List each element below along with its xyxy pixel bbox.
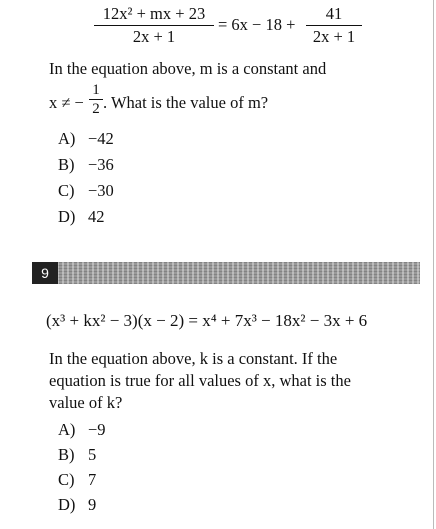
q8-neg-half-denominator: 2 xyxy=(92,101,100,117)
q8-choice-a[interactable] xyxy=(58,129,114,149)
choice-letter: D) xyxy=(58,207,76,226)
q8-lhs-fraction xyxy=(94,4,214,47)
q9-prompt-line1: In the equation above, k is a constant. If the xyxy=(49,349,338,368)
q8-prompt-line2 xyxy=(49,84,429,124)
choice-value: −9 xyxy=(88,420,106,439)
q9-choice-a[interactable] xyxy=(58,420,106,440)
q9-choice-d[interactable] xyxy=(58,495,96,515)
choice-letter: D) xyxy=(58,495,76,514)
q8-choice-c[interactable] xyxy=(58,181,114,201)
q9-prompt-line2: equation is true for all values of x, what is the xyxy=(49,371,351,390)
choice-letter: C) xyxy=(58,181,75,200)
q9-choice-b[interactable] xyxy=(58,445,96,465)
q8-prompt-line1: In the equation above, m is a constant and xyxy=(49,59,327,78)
choice-letter: B) xyxy=(58,445,75,464)
q8-prompt-line2-pre: x ≠ − xyxy=(49,93,84,112)
page-edge-rule xyxy=(433,0,434,529)
q8-rhs-fraction xyxy=(306,4,362,47)
q8-prompt-line2-post: . What is the value of m? xyxy=(103,93,269,112)
choice-value: 7 xyxy=(88,470,97,489)
q8-rhs-denominator: 2x + 1 xyxy=(312,27,356,46)
choice-value: 5 xyxy=(88,445,97,464)
q8-neg-half-fraction xyxy=(89,82,103,117)
q8-lhs-fraction-bar xyxy=(94,25,214,26)
choice-letter: A) xyxy=(58,420,76,439)
q8-equation-middle: = 6x − 18 + xyxy=(218,15,296,34)
q8-rhs-fraction-bar xyxy=(306,25,362,26)
question-number-badge: 9 xyxy=(32,262,58,284)
choice-value: −36 xyxy=(88,155,114,174)
choice-value: −30 xyxy=(88,181,114,200)
choice-value: 9 xyxy=(88,495,97,514)
choice-letter: B) xyxy=(58,155,75,174)
choice-letter: C) xyxy=(58,470,75,489)
question-header-bar xyxy=(32,262,420,284)
choice-letter: A) xyxy=(58,129,76,148)
q8-choice-d[interactable] xyxy=(58,207,105,227)
q8-neg-half-numerator: 1 xyxy=(92,82,100,98)
q8-lhs-denominator: 2x + 1 xyxy=(132,27,176,46)
q8-rhs-numerator: 41 xyxy=(325,4,343,23)
q9-choice-c[interactable] xyxy=(58,470,96,490)
q8-lhs-numerator: 12x² + mx + 23 xyxy=(102,4,206,23)
q9-equation: (x³ + kx² − 3)(x − 2) = x⁴ + 7x³ − 18x² − 3x + 6 xyxy=(46,311,368,330)
q9-prompt-line3: value of k? xyxy=(49,393,123,412)
choice-value: −42 xyxy=(88,129,114,148)
choice-value: 42 xyxy=(88,207,105,226)
q8-neg-half-bar xyxy=(89,99,103,100)
q8-choice-b[interactable] xyxy=(58,155,114,175)
